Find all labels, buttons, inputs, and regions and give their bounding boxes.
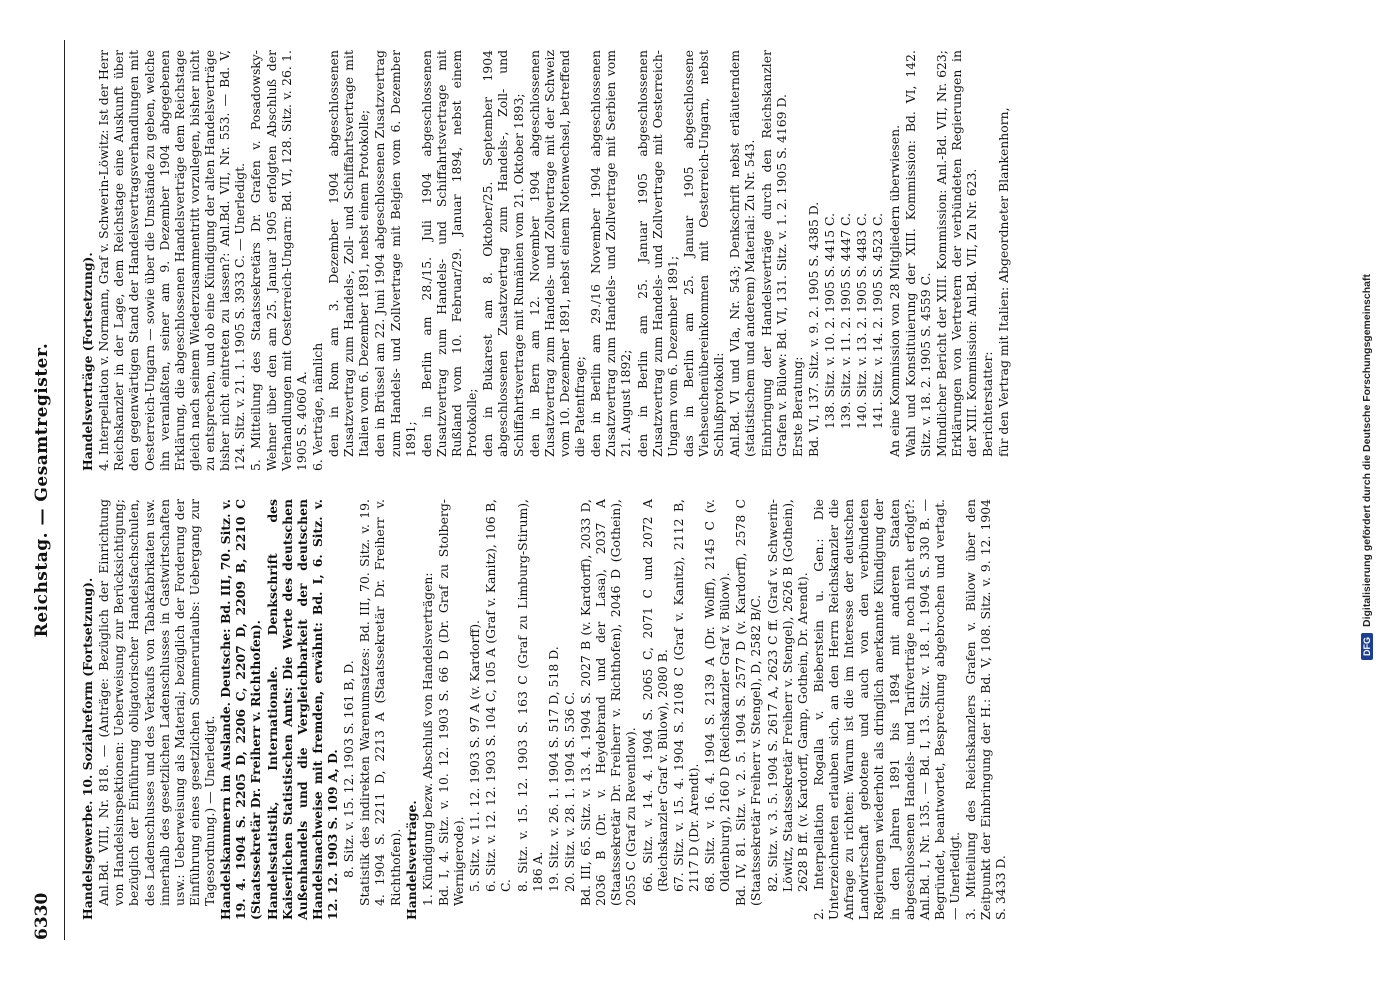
index-entry: 5. Mitteilung des Staatssekretärs Dr. Grafen v. Posadowsky-Wehner über den am 25. Januar 1905 erfolgten Abschluß der Verhandlungen mit Oesterreich-Ungarn: Bd. VI, 128. Sitz. v. 26. 1. 1905 S. 4060 A. — [248, 50, 309, 471]
index-entry: Berichterstatter: — [980, 351, 996, 457]
index-entry: Bd. VI, 137. Sitz. v. 9. 2. 1905 S. 4385 D. — [805, 201, 821, 457]
index-heading-entry: Handelsverträge. — [403, 800, 419, 920]
index-entry: Wahl und Konstituierung der XIII. Kommission: Bd. VI, 142. Sitz. v. 18. 2. 1905 S. 4559 C. — [902, 50, 933, 457]
index-entry: 5. Sitz. v. 11. 12. 1903 S. 97 A (v. Kardorff). — [467, 620, 483, 892]
side-notice-text-wrap — [1355, 10, 1379, 660]
index-entry: 66. Sitz. v. 14. 4. 1904 S. 2065 C, 2071 C und 2072 A (Reichskanzler Graf v. Bülow), 2080 B. — [639, 499, 670, 892]
index-entry: 140. Sitz. v. 13. 2. 1905 S. 4483 C. — [854, 212, 870, 429]
index-heading-entry: Handelsgewerbe. 10. Sozialreform (Fortsetzung). — [80, 577, 95, 920]
index-entry: 19. Sitz. v. 26. 1. 1904 S. 517 D, 518 D. — [545, 646, 561, 892]
index-entry: 68. Sitz. v. 16. 4. 1904 S. 2139 A (Dr. Wolff), 2145 C (v. Oldenburg), 2160 D (Reichskanzler Graf v. Bülow). — [702, 499, 733, 892]
index-entry: 3. Mitteilung des Reichskanzlers Grafen v. Bülow über den Zeitpunkt der Einbringung der H.: Bd. V, 108. Sitz. v. 9. 12. 1904 S. 3433 D. — [963, 499, 1009, 920]
index-heading-entry: Handelsstatistik, Internationale. Denkschrift des Kaiserlichen Statistischen Amts: Die Werte des deutschen Außenhandels und die Vergleichbarkeit der deutschen Handelsnachweise mit fremden, erwähnt: Bd. I, 6. Sitz. v. 12. 12. 1903 S. 109 A, D. — [264, 499, 340, 920]
index-entry: 2. Interpellation Rogalla v. Bieberstein u. Gen.: Die Unterzeichneten erlauben sich, an den Herrn Reichskanzler die Anfrage zu richten: Warum ist die im Interesse der deutschen Landwirtschaft gebotene und auch von den verbündeten Regierungen wiederholt als dringlich anerkannte Kündigung der in den Jahren 1891 bis 1894 mit anderen Staaten abgeschlossenen Handels- und Tarifverträge noch nicht erfolgt?: Anl.Bd. I, Nr. 135. — Bd. I, 13. Sitz. v. 18. 1. 1904 S. 330 B. — Begründet, beantwortet, Besprechung abgebrochen und vertagt. — Unerledigt. — [810, 499, 962, 920]
side-notice — [1355, 10, 1379, 660]
index-entry: 8. Sitz. v. 15. 12. 1903 S. 161 B, D. — [341, 660, 357, 878]
dfg-logo: DFG — [1361, 633, 1373, 660]
index-entry: den in Rom am 3. Dezember 1904 abgeschlossenen Zusatzvertrag zum Handels-, Zoll- und Schiffahrtsvertrage mit Italien vom 6. Dezember 1891, nebst einem Protokolle; — [326, 50, 372, 457]
index-entry: An eine Kommission von 28 Mitgliedern überwiesen. — [886, 124, 902, 457]
index-heading-entry: Handelsverträge (Fortsetzung). — [80, 252, 95, 471]
index-entry: 8. Sitz. v. 15. 12. 1903 S. 163 C (Graf zu Limburg-Stirum), 186 A. — [514, 499, 545, 892]
funding-notice: Digitalisierung gefördert durch die Deutsche Forschungsgemeinschaft — [1361, 274, 1373, 627]
index-entry: Anl.Bd. VIII, Nr. 818. — (Anträge: Bezüglich der Einrichtung von Handelsinspektionen: Ueberweisung zur Berücksichtigung; bezüglich der Einführung obligatorischer Handelsfachschulen, des Ladenschlusses und des Verkaufs von Tabakfabrikaten usw. innerhalb des gesetzlichen Ladenschlusses in Gastwirtschaften usw.: Ueberweisung als Material; bezüglich der Forderung der Einführung eines gesetzlichen Sommerurlaubs: Uebergang zur Tagesordnung.) — Unerledigt. — [96, 499, 217, 906]
index-entry: Anl.Bd. VI und VIa, Nr. 543; Denkschrift nebst erläuterndem (statistischem und anderem) Material: Zu Nr. 543. — [727, 50, 758, 457]
index-entry: das in Berlin am 25. Januar 1905 abgeschlossene Viehseuchenübereinkommen mit Oesterreich-Ungarn, nebst Schlußprotokoll: — [680, 50, 727, 457]
index-entry: 82. Sitz. v. 3. 5. 1904 S. 2617 A, 2623 C ff. (Graf v. Schwerin-Löwitz, Staatssekretär Freiherr v. Stengel), 2626 B (Gothein), 2628 B ff. (v. Kardorff, Gamp, Gothein, Dr. Arendt). — [764, 499, 810, 892]
index-entry: 20. Sitz. v. 28. 1. 1904 S. 536 C. — [561, 691, 577, 892]
index-entry: den in Bukarest am 8. Oktober/25. September 1904 abgeschlossenen Zusatzvertrag zum Handels-, Zoll- und Schiffahrtsvertrage mit Rumänien vom 21. Oktober 1893; — [480, 50, 526, 457]
index-entry: 67. Sitz. v. 15. 4. 1904 S. 2108 C (Graf v. Kanitz), 2112 B, 2117 D (Dr. Arendt). — [670, 499, 701, 892]
index-heading-entry: Handelskammern im Auslande. Deutsche: Bd. III, 70. Sitz. v. 19. 4. 1904 S. 2205 D, 2206 C, 2207 D, 2209 B, 2210 C (Staatssekretär Dr. Freiherr v. Richthofen). — [218, 499, 264, 920]
index-entry: Erste Beratung: — [789, 356, 805, 457]
index-entry: 4. Interpellation v. Normann, Graf v. Schwerin-Löwitz: Ist der Herr Reichskanzler in der Lage, dem Reichstage eine Auskunft über den gegenwärtigen Stand der Handelsvertragsverhandlungen mit Oesterreich-Ungarn — sowie über die Umstände zu geben, welche ihn veranlaßten, seiner am 9. Dezember 1904 abgegebenen Erklärung, die abgeschlossenen Handelsverträge dem Reichstage gleich nach seinem Wiederzusammentritt vorzulegen, bisher nicht zu entsprechen, und ob eine Kündigung der alten Handelsverträge bisher nicht eintreten zu lassen?: Anl.Bd. VII, Nr. 553. — Bd. V, 124. Sitz. v. 21. 1. 1905 S. 3933 C. — Unerledigt. — [96, 50, 248, 471]
index-entry: Bd. I, 4. Sitz. v. 10. 12. 1903 S. 66 D (Dr. Graf zu Stolberg-Wernigerode). — [435, 499, 466, 906]
page-header — [20, 40, 64, 940]
index-entry: 141. Sitz. v. 14. 2. 1905 S. 4523 C. — [870, 212, 886, 429]
right-column — [80, 50, 1263, 471]
index-entry: Bd. IV, 81. Sitz. v. 2. 5. 1904 S. 2577 D (v. Kardorff), 2578 C (Staatssekretär Freiherr v. Stengel), D, 2582 B/C. — [733, 499, 764, 906]
two-column-body — [80, 50, 1263, 920]
index-entry: 6. Verträge, nämlich — [309, 342, 325, 471]
index-entry: Einbringung der Handelsverträge durch den Reichskanzler Grafen v. Bülow: Bd. VI, 131. Sitz. v. 1. 2. 1905 S. 4169 D. — [758, 50, 789, 457]
index-entry: 138. Sitz. v. 10. 2. 1905 S. 4415 C. — [822, 212, 837, 429]
index-entry: 139. Sitz. v. 11. 2. 1905 S. 4447 C. — [838, 212, 854, 429]
index-entry: Mündlicher Bericht der XIII. Kommission: Anl.-Bd. VII, Nr. 623; Erklärungen von Vertretern der verbündeten Regierungen in der XIII. Kommission: Anl.Bd. VII, Zu Nr. 623. — [933, 50, 980, 457]
index-entry: den in Brüssel am 22. Juni 1904 abgeschlossenen Zusatzvertrag zum Handels- und Zollvertrage mit Belgien vom 6. Dezember 1891; — [372, 50, 418, 457]
index-entry: 6. Sitz. v. 12. 12. 1903 S. 104 C, 105 A (Graf v. Kanitz), 106 B, C. — [483, 499, 514, 892]
index-entry: Bd. III, 65. Sitz. v. 13. 4. 1904 S. 2027 B (v. Kardorff), 2033 D, 2036 B (Dr. v. Heydebrand und der Lasa), 2037 A (Staatssekretär Dr. Freiherr v. Richthofen), 2046 D (Gothein), 2055 C (Graf zu Reventlow). — [578, 499, 639, 906]
index-entry: für den Vertrag mit Italien: Abgeordneter Blankenhorn, — [996, 107, 1012, 457]
left-column — [80, 499, 1263, 920]
index-entry: den in Bern am 12. November 1904 abgeschlossenen Zusatzvertrag zum Handels- und Zollvertrage mit der Schweiz vom 10. Dezember 1891, nebst einem Notenwechsel, betreffend die Patentfrage; — [526, 50, 587, 457]
index-entry: 1. Kündigung bezw. Abschluß von Handelsverträgen: — [419, 572, 435, 906]
index-entry: den in Berlin am 25. Januar 1905 abgeschlossenen Zusatzvertrag zum Handels- und Zollvertrage mit Oesterreich-Ungarn vom 6. Dezember 1891; — [634, 50, 680, 457]
index-entry: den in Berlin am 28./15. Juli 1904 abgeschlossenen Zusatzvertrag zum Handels- und Schiffahrtsvertrage mit Rußland vom 10. Februar/29. Januar 1894, nebst einem Protokolle; — [418, 50, 480, 457]
index-entry: Statistik des indirekten Warenumsatzes: Bd. III, 70. Sitz. v. 19. 4. 1904 S. 2211 D, 2213 A (Staatssekretär Dr. Freiherr v. Richthofen). — [357, 499, 403, 906]
page-number: 6330 — [32, 892, 52, 940]
header-rule — [64, 40, 65, 940]
running-title: Reichstag. — Gesamtregister. — [32, 342, 52, 638]
index-entry: den in Berlin am 29./16 November 1904 abgeschlossenen Zusatzvertrag zum Handels- und Zollvertrage mit Serbien vom 21. August 1892; — [588, 50, 634, 457]
